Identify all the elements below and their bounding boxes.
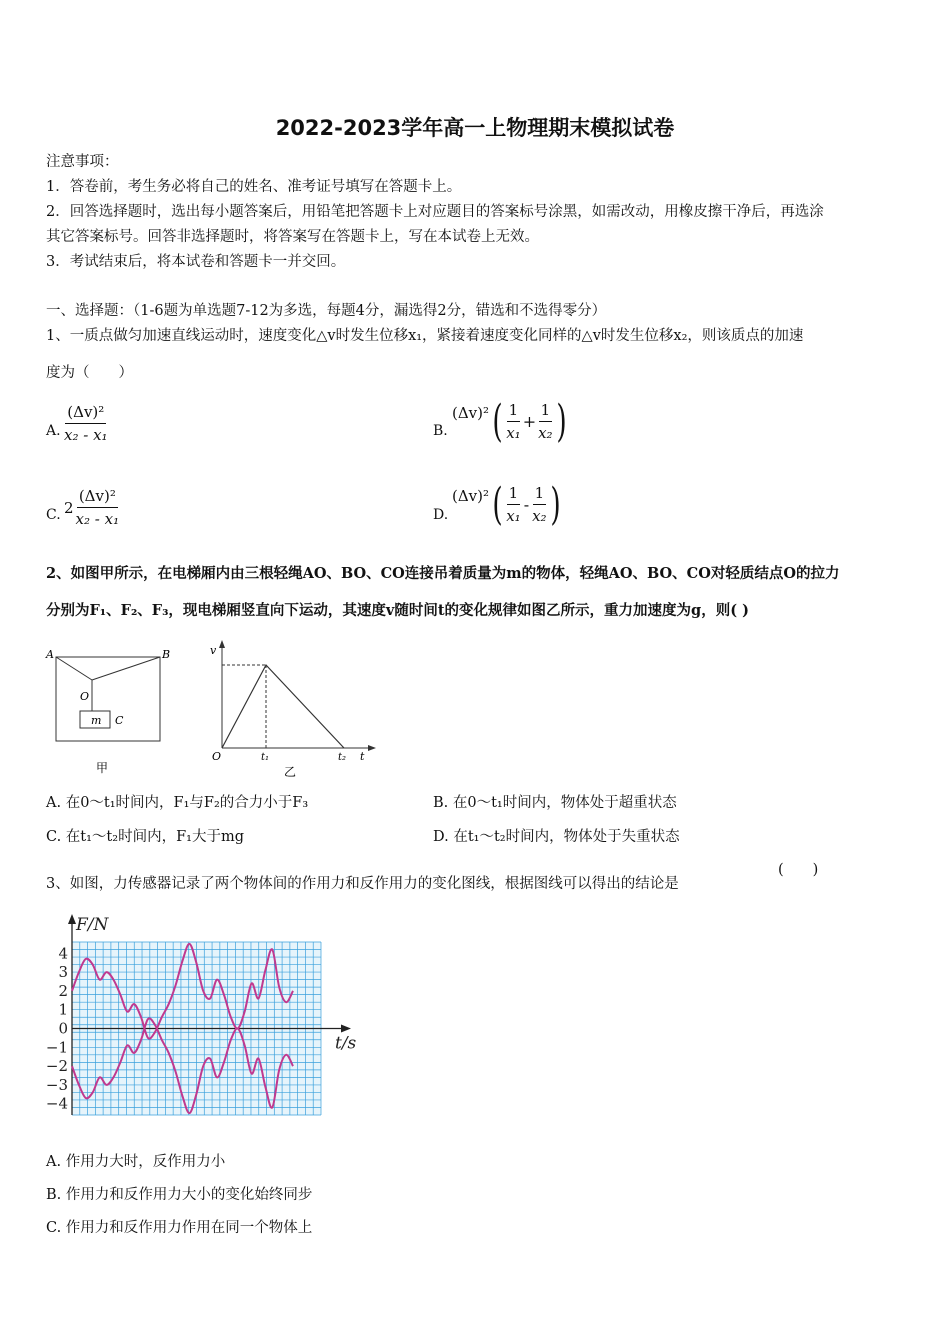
- y-tick-label: 4: [58, 944, 68, 963]
- label-m: m: [91, 714, 102, 727]
- q1-option-b-formula: [452, 395, 570, 447]
- notice-item-1: 1．答卷前，考生务必将自己的姓名、准考证号填写在答题卡上。: [46, 179, 462, 195]
- left-paren: (: [492, 478, 503, 530]
- label-t2: t₂: [338, 752, 347, 763]
- q3-option-b[interactable]: B. 作用力和反作用力大小的变化始终同步: [46, 1187, 313, 1203]
- x-axis-label: t/s: [335, 1033, 357, 1054]
- q2-figure-jia: [44, 648, 174, 778]
- q1-option-d-formula: [452, 478, 564, 530]
- label-v: v: [210, 644, 217, 657]
- x-axis-arrow: [341, 1025, 351, 1033]
- q2-option-d[interactable]: D. 在t₁～t₂时间内，物体处于失重状态: [433, 829, 680, 845]
- q1-option-c-label[interactable]: C.: [46, 507, 61, 523]
- formula-x2-minus-x1: x₂ - x₁: [75, 510, 120, 528]
- label-o: O: [80, 690, 90, 703]
- right-paren: ): [556, 395, 567, 447]
- q1-option-b-label[interactable]: B.: [433, 423, 448, 439]
- formula-x2-minus-x1: x₂ - x₁: [64, 426, 108, 444]
- formula-dv2: (Δv)²: [452, 403, 490, 422]
- section-heading: 一、选择题：（1-6题为单选题7-12为多选，每题4分，漏选得2分，错选和不选得零分）: [46, 303, 607, 319]
- formula-one: 1: [507, 483, 521, 505]
- formula-two: 2: [64, 498, 74, 517]
- q2-option-a[interactable]: A. 在0～t₁时间内，F₁与F₂的合力小于F₃: [46, 795, 309, 811]
- q1-option-c-formula: [64, 486, 119, 529]
- y-tick-label: −4: [45, 1094, 68, 1113]
- q3-force-chart: [40, 910, 370, 1120]
- caption-yi: 乙: [284, 765, 297, 779]
- y-axis-arrow: [68, 914, 76, 924]
- q2-stem-line2: 分别为F₁、F₂、F₃，现电梯厢竖直向下运动，其速度v随时间t的变化规律如图乙所示，重力加速度为g，则( ): [46, 602, 749, 619]
- q2-option-b[interactable]: B. 在0～t₁时间内，物体处于超重状态: [433, 795, 677, 811]
- formula-one: 1: [539, 400, 553, 422]
- y-tick-label: −2: [45, 1057, 68, 1076]
- q3-stem: 3、如图，力传感器记录了两个物体间的作用力和反作用力的变化图线，根据图线可以得出的结论是: [46, 876, 679, 892]
- y-tick-label: 2: [58, 981, 68, 1000]
- label-a: A: [46, 648, 54, 661]
- q2-option-c[interactable]: C. 在t₁～t₂时间内，F₁大于mg: [46, 829, 244, 845]
- q1-option-a-label[interactable]: A.: [46, 423, 61, 439]
- rope-bo: [92, 657, 160, 680]
- formula-one: 1: [533, 483, 547, 505]
- label-t: t: [360, 750, 365, 763]
- formula-minus: -: [523, 495, 530, 514]
- q1-stem-line1: 1、一质点做匀加速直线运动时，速度变化△v时发生位移x₁，紧接着速度变化同样的△v时发生位移x₂，则该质点的加速: [46, 328, 804, 344]
- label-b: B: [162, 648, 171, 661]
- q1-stem-line2: 度为（ ）: [46, 365, 133, 381]
- v-axis-arrow: [219, 640, 225, 648]
- y-tick-label: −3: [45, 1075, 68, 1094]
- formula-dv2: (Δv)²: [452, 486, 490, 505]
- page-title: 2022-2023学年高一上物理期末模拟试卷: [275, 116, 675, 140]
- y-axis-label: F/N: [76, 915, 109, 935]
- t-axis-arrow: [368, 745, 376, 751]
- q2-stem-line1: 2、如图甲所示，在电梯厢内由三根轻绳AO、BO、CO连接吊着质量为m的物体，轻绳AO、BO、CO对轻质结点O的拉力: [46, 565, 840, 582]
- y-tick-label: 1: [58, 1000, 68, 1019]
- notice-heading: 注意事项：: [46, 154, 119, 170]
- formula-plus: +: [522, 412, 537, 431]
- label-origin: O: [212, 750, 222, 763]
- q1-option-a-formula: [64, 402, 108, 445]
- formula-x1: x₁: [506, 424, 521, 442]
- label-t1: t₁: [261, 752, 270, 763]
- q3-option-c[interactable]: C. 作用力和反作用力作用在同一个物体上: [46, 1220, 313, 1236]
- v-t-graph: [222, 665, 344, 748]
- formula-x1: x₁: [506, 507, 521, 525]
- y-tick-label: −1: [45, 1038, 68, 1057]
- caption-jia: 甲: [96, 761, 109, 775]
- formula-dv2: (Δv)²: [78, 487, 116, 505]
- formula-one: 1: [507, 400, 521, 422]
- q1-option-d-label[interactable]: D.: [433, 507, 449, 523]
- formula-x2: x₂: [538, 424, 553, 442]
- q3-paren: ( ): [778, 862, 819, 878]
- notice-item-3: 3．考试结束后，将本试卷和答题卡一并交回。: [46, 254, 346, 270]
- formula-x2: x₂: [532, 507, 547, 525]
- notice-item-2: 2．回答选择题时，选出每小题答案后，用铅笔把答题卡上对应题目的答案标号涂黑，如需改动，用橡皮擦干净后，再选涂: [46, 204, 824, 220]
- rope-ao: [56, 657, 92, 680]
- left-paren: (: [492, 395, 503, 447]
- q3-option-a[interactable]: A. 作用力大时，反作用力小: [46, 1154, 226, 1170]
- label-c: C: [115, 714, 124, 727]
- y-tick-label: 3: [58, 963, 68, 982]
- right-paren: ): [550, 478, 561, 530]
- y-tick-label: 0: [58, 1019, 68, 1038]
- formula-dv2: (Δv)²: [67, 403, 105, 421]
- q2-figure-yi: [200, 636, 385, 781]
- notice-item-2-cont: 其它答案标号。回答非选择题时，将答案写在答题卡上，写在本试卷上无效。: [46, 229, 539, 245]
